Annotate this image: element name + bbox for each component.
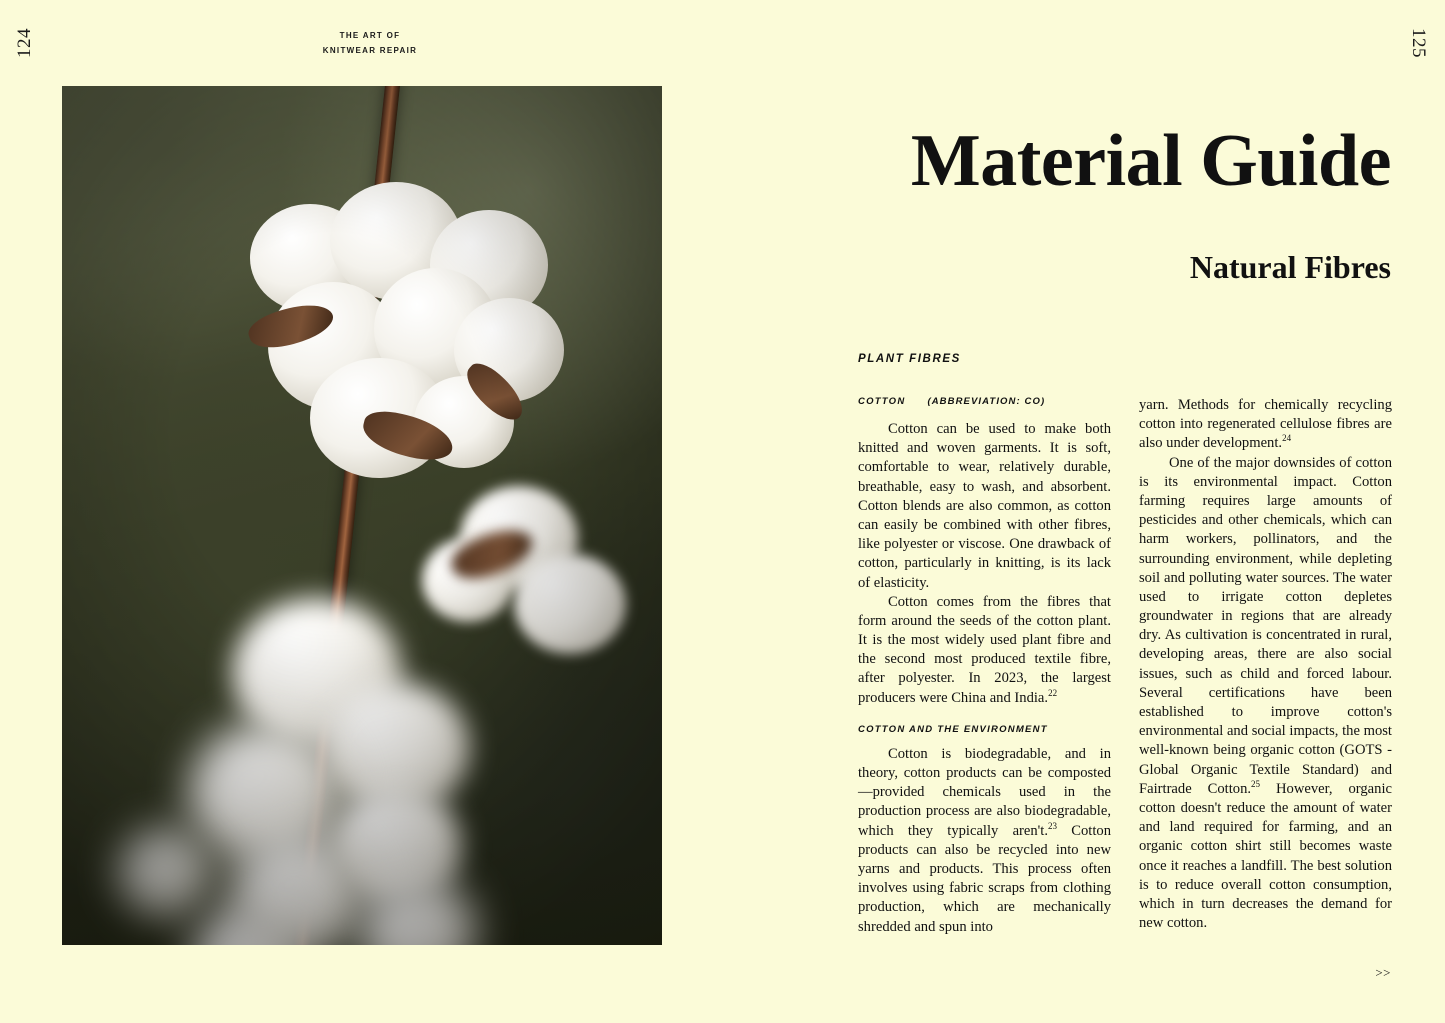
subhead-cotton-label: COTTON [858,396,906,407]
photo-vignette [62,86,662,945]
paragraph: Cotton can be used to make both knitted and woven garments. It is soft, comfortable to wear, relatively durable, breathable, easy to wash, and absorbent. Cotton blends are also common, as cotton can easily be combined with other fibres, like polyester or viscose. One drawback of cotton, particularly in knitting, is its lack of elasticity. [858,421,1111,591]
footnote-ref: 24 [1282,433,1292,444]
paragraph-continuation [1139,396,1392,454]
page-number-left: 124 [14,28,35,58]
paragraph-text: yarn. Methods for chemically recycling cotton into regenerated cellulose fibres are also under development. [1139,397,1392,452]
chapter-title: Material Guide [910,119,1391,202]
next-page-marker[interactable]: >> [1375,965,1391,980]
text-columns [858,396,1392,937]
cotton-boll-photo [62,86,662,945]
paragraph [858,593,1111,708]
paragraph [1139,454,1392,934]
subhead-cotton [858,396,1111,407]
paragraph-text: Cotton is biodegradable, and in theory, cotton products can be composted—provided chemicals used in the production process are also biodegradable, which they typically aren't. [858,745,1111,839]
column-left [858,396,1111,937]
running-head-line-1: THE ART OF [339,31,401,40]
paragraph [858,745,1111,937]
subhead-cotton-environment: COTTON AND THE ENVIRONMENT [858,723,1048,735]
footnote-ref: 23 [1048,820,1058,831]
group-label: PLANT FIBRES [858,353,961,365]
right-page [722,0,1445,1023]
left-page [0,0,722,1023]
section-title: Natural Fibres [1189,248,1391,285]
running-head [275,28,465,58]
paragraph-text-continued: However, organic cotton doesn't reduce the amount of water and land required for farming, and an organic cotton shirt still becomes waste once it reaches a landfill. The best solution is to reduce overall cotton consumption, which in turn decreases the demand for new cotton. [1139,780,1392,932]
subhead-cotton-abbreviation: (ABBREVIATION: CO) [927,396,1046,407]
footnote-ref: 22 [1048,687,1058,698]
column-right [1139,396,1392,937]
footnote-ref: 25 [1251,778,1261,789]
running-head-line-2: KNITWEAR REPAIR [322,46,418,56]
paragraph-text-continued: Cotton products can also be recycled into new yarns and products. This process often involves using fabric scraps from clothing production, which are mechanically shredded and spun into [858,822,1111,935]
page-number-right: 125 [1408,28,1429,58]
paragraph-text: One of the major downsides of cotton is its environmental impact. Cotton farming requires large amounts of pesticides and other chemicals, which can harm workers, pollinators, and the surrounding environment, while depleting soil and polluting water sources. The water used to irrigate cotton depletes groundwater in regions that are already dry. As cultivation is concentrated in rural, developing areas, there are also social issues, such as child and forced labour. Several certifications have been established to improve cotton's environmental and social impacts, the most well-known being organic cotton (GOTS - Global Organic Textile Standard) and Fairtrade Cotton. [1139,454,1392,797]
paragraph-text: Cotton comes from the fibres that form around the seeds of the cotton plant. It is the most widely used plant fibre and the second most produced textile fibre, after polyester. In 2023, the largest producers were China and India. [858,593,1111,706]
